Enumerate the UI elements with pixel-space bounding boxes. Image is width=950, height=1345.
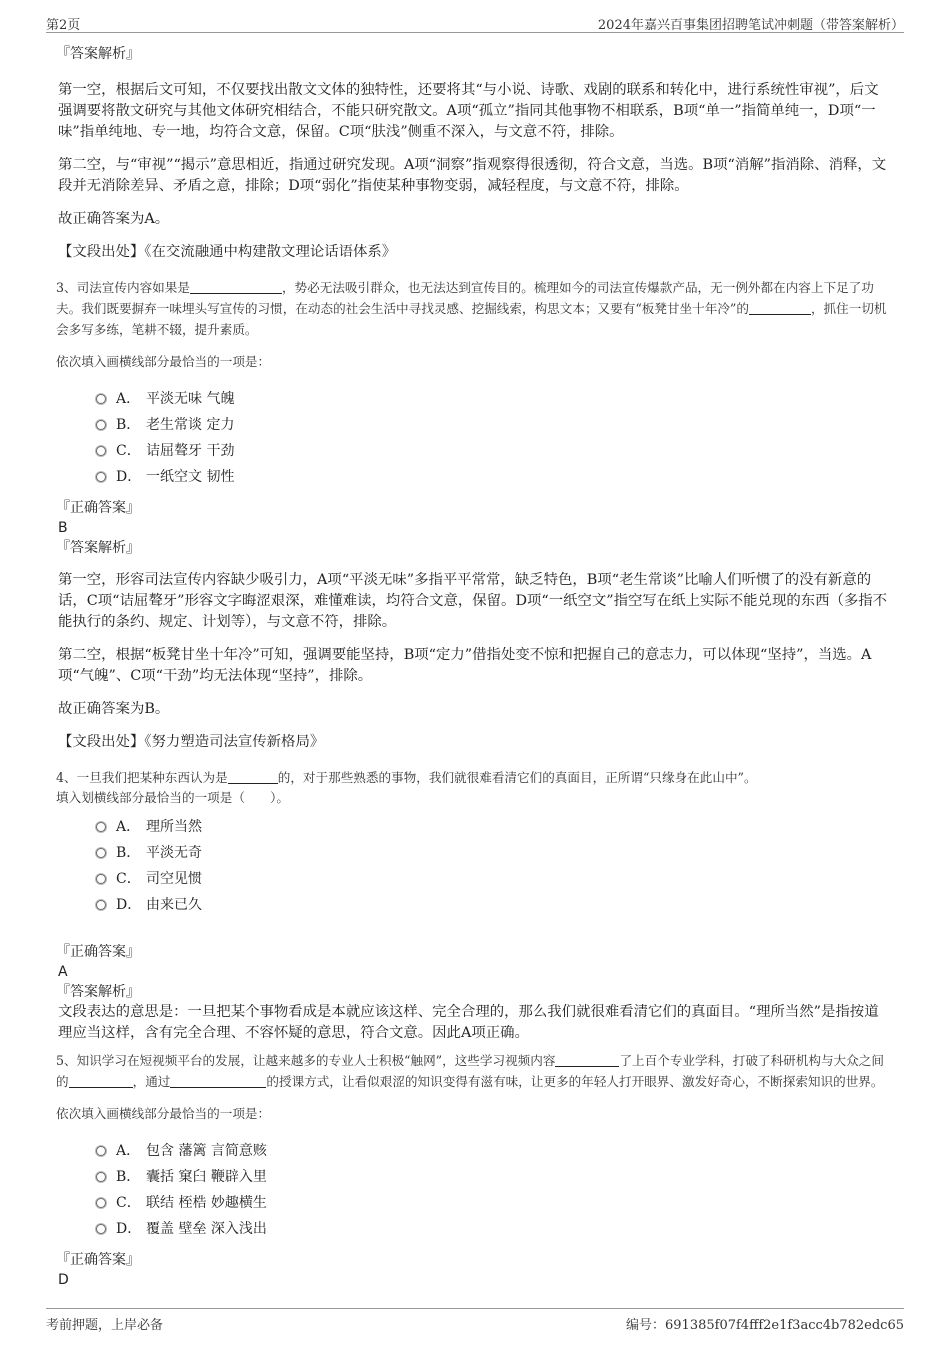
radio-button-icon[interactable] — [96, 874, 106, 884]
analysis-paragraph: 文段表达的意思是：一旦把某个事物看成是本就应该这样、完全合理的，那么我们就很难看清它们的真面目。“理所当然”是指按道理应当这样，含有完全合理、不容怀疑的意思，符合文意。因此A项正确。 — [58, 1004, 879, 1041]
document-title: 2024年嘉兴百事集团招聘笔试冲刺题（带答案解析） — [597, 18, 904, 33]
analysis-paragraph: 第一空，形容司法宣传内容缺少吸引力，A项“平淡无味”多指平平常常，缺乏特色，B项“老生常谈”比喻人们听惯了的没有新意的话，C项“诘屈聱牙”形容文字晦涩艰深，难懂难读，均符合文意，保留。D项“一纸空文”指空写在纸上实际不能兑现的东西（多指不能执行的条约、规定、计划等），与文意不符，排除。 — [58, 572, 888, 630]
analysis-paragraph: 第一空，根据后文可知，不仅要找出散文文体的独特性，还要将其“与小说、诗歌、戏剧的联系和转化中，进行系统性审视”，后文强调要将散文研究与其他文体研究相结合，不能只研究散文。A项“孤立”指同其他事物不相联系，B项“单一”指简单纯一，D项“一味”指单纯地、专一地，均符合文意，保留。C项“肤浅”侧重不深入，与文意不符，排除。 — [58, 82, 879, 140]
analysis-label: 『答案解析』 — [56, 540, 140, 556]
analysis-paragraph: 第二空，与“审视”“揭示”意思相近，指通过研究发现。A项“洞察”指观察得很透彻，符合文意，当选。B项“消解”指消除、消释，文段并无消除差异、矛盾之意，排除；D项“弱化”指使某种事物变弱，减轻程度，与文意不符，排除。 — [58, 157, 887, 194]
page-footer — [46, 1308, 904, 1333]
question-3 — [56, 277, 892, 753]
question-5 — [56, 1050, 892, 1290]
question-prompt: 填入划横线部分最恰当的一项是（ ）。 — [56, 790, 289, 805]
page-content — [56, 44, 892, 1290]
question-stem: 4、一旦我们把某种东西认为是 的，对于那些熟悉的事物，我们就很难看清它们的真面目，正所谓“只缘身在此山中”。 — [56, 770, 757, 785]
question-prompt: 依次填入画横线部分最恰当的一项是： — [56, 1106, 271, 1121]
passage-source: 【文段出处】《努力塑造司法宣传新格局》 — [58, 734, 325, 750]
analysis-label: 『答案解析』 — [56, 984, 140, 1000]
fill-blank — [170, 1073, 266, 1088]
radio-button-icon[interactable] — [96, 1146, 106, 1156]
correct-answer-label: 『正确答案』 — [56, 500, 140, 516]
radio-button-icon[interactable] — [96, 822, 106, 832]
analysis-conclusion: 故正确答案为A。 — [58, 211, 170, 227]
correct-answer-label: 『正确答案』 — [56, 944, 140, 960]
fill-blank — [555, 1052, 619, 1067]
question-2-tail — [56, 44, 892, 263]
option-c[interactable]: C． 联结 桎梏 妙趣横生 — [96, 1190, 892, 1216]
radio-button-icon[interactable] — [96, 472, 106, 482]
page-number: 第2页 — [46, 18, 81, 33]
question-stem: 3、司法宣传内容如果是 ，势必无法吸引群众，也无法达到宣传目的。梳理如今的司法宣传爆款产品，无一例外都在内容上下足了功夫。我们既要摒弃一味埋头写宣传的习惯，在动态的社会生活中寻找灵感、挖掘线索，构思文本；又要有“板凳甘坐十年冷”的 ，抓住一切机会多写多练，笔耕不辍，提升素质。 — [56, 280, 887, 337]
radio-button-icon[interactable] — [96, 394, 106, 404]
radio-button-icon[interactable] — [96, 446, 106, 456]
option-c[interactable]: C． 诘屈聱牙 干劲 — [96, 438, 892, 464]
option-a[interactable]: A． 理所当然 — [96, 814, 892, 840]
option-c[interactable]: C． 司空见惯 — [96, 866, 892, 892]
radio-button-icon[interactable] — [96, 900, 106, 910]
footer-slogan: 考前押题，上岸必备 — [46, 1318, 164, 1333]
correct-answer: B — [58, 520, 68, 536]
correct-answer-label: 『正确答案』 — [56, 1252, 140, 1268]
option-a[interactable]: A． 平淡无味 气魄 — [96, 386, 892, 412]
option-d[interactable]: D． 覆盖 壁垒 深入浅出 — [96, 1216, 892, 1242]
option-b[interactable]: B． 老生常谈 定力 — [96, 412, 892, 438]
analysis-label: 『答案解析』 — [56, 46, 140, 62]
option-list — [96, 386, 892, 490]
option-a[interactable]: A． 包含 藩篱 言简意赅 — [96, 1138, 892, 1164]
fill-blank — [190, 279, 282, 294]
page-header — [46, 12, 904, 33]
option-d[interactable]: D． 一纸空文 韧性 — [96, 464, 892, 490]
question-stem: 5、知识学习在短视频平台的发展，让越来越多的专业人士积极“触网”，这些学习视频内容 了上百个专业学科，打破了科研机构与大众之间的 ，通过 的授课方式，让看似艰涩的知识变得有滋有味，让更多的年轻人打开眼界、激发好奇心，不断探索知识的世界。 — [56, 1053, 884, 1089]
analysis-paragraph: 第二空，根据“板凳甘坐十年冷”可知，强调要能坚持，B项“定力”借指处变不惊和把握自己的意志力，可以体现“坚持”，当选。A项“气魄”、C项“干劲”均无法体现“坚持”，排除。 — [58, 647, 872, 684]
radio-button-icon[interactable] — [96, 1198, 106, 1208]
option-list — [96, 814, 892, 918]
radio-button-icon[interactable] — [96, 420, 106, 430]
fill-blank — [69, 1073, 133, 1088]
radio-button-icon[interactable] — [96, 1172, 106, 1182]
question-prompt: 依次填入画横线部分最恰当的一项是： — [56, 354, 271, 369]
question-4 — [56, 767, 892, 1044]
fill-blank — [228, 769, 278, 784]
analysis-conclusion: 故正确答案为B。 — [58, 701, 170, 717]
option-b[interactable]: B． 平淡无奇 — [96, 840, 892, 866]
option-d[interactable]: D． 由来已久 — [96, 892, 892, 918]
option-b[interactable]: B． 囊括 窠臼 鞭辟入里 — [96, 1164, 892, 1190]
fill-blank — [749, 300, 811, 315]
passage-source: 【文段出处】《在交流融通中构建散文理论话语体系》 — [58, 244, 397, 260]
correct-answer: A — [58, 964, 68, 980]
document-code: 编号：691385f07f4fff2e1f3acc4b782edc65 — [626, 1318, 904, 1333]
radio-button-icon[interactable] — [96, 1224, 106, 1234]
radio-button-icon[interactable] — [96, 848, 106, 858]
correct-answer: D — [58, 1272, 69, 1288]
option-list — [96, 1138, 892, 1242]
